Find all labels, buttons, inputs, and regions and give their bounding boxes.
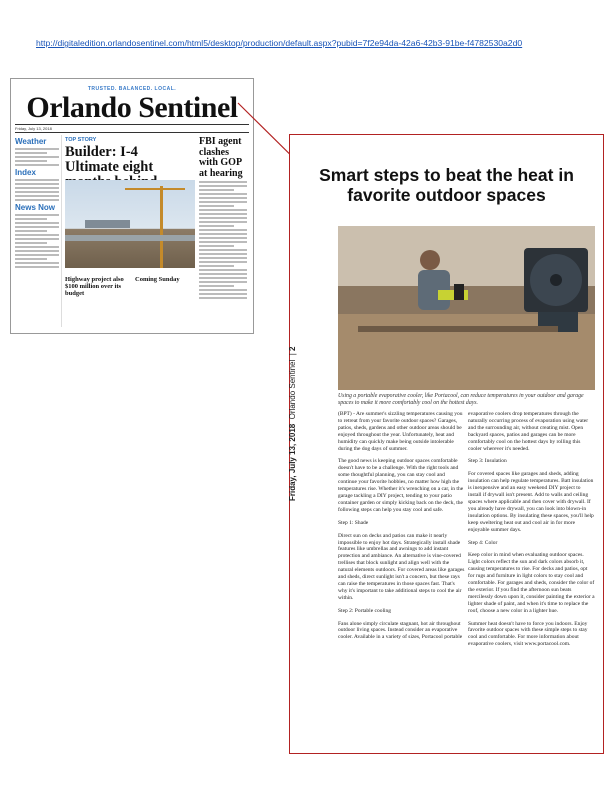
index-label: Index [15, 168, 36, 177]
front-headline: Builder: I-4 Ultimate eight [65, 144, 154, 175]
step-heading: Step 3: Insulation [468, 458, 507, 465]
lower-right-headline: Coming Sunday [135, 276, 180, 283]
paragraph: evaporative coolers drop temperatures through the naturally occurring process of evaporation using water and the surrounding air, without creating mist. Open backyard spaces, patios and garages can be more comfortably cool on the hottest days by rolling this cooler wherever it's needed. [468, 411, 589, 452]
news-now-label: News Now [15, 203, 56, 212]
paragraph: (BPT) - Are summer's sizzling temperatures causing you to retreat from your favorite outdoor spaces? Garages, patios, sheds, gardens and other outdoor areas should be enjoyed throughout the year. Unfortunately, heat and humidity can quickly make being outside intolerable during the dog days of summer. [338, 411, 463, 452]
garage-photo [338, 226, 595, 390]
weather-label: Weather [15, 137, 47, 146]
masthead: Orlando Sentinel [26, 91, 238, 124]
dateline-date: Friday, July 13, 2018 [288, 423, 297, 501]
article-column-1 [338, 411, 465, 647]
paragraph: Direct sun on decks and patios can make it nearly impossible to enjoy hot days. Strategically install shade features like umbrellas and awnings to add instant protection and ambiance. An alternative is vine-covered trellises that block sunlight and align well with the natural elements outdoors. For covered areas like garages and sheds, direct sunlight isn't a concern, but these rays can raise the temperatures in those spaces fast. That's why it's important to take additional steps to cool the air within. [338, 532, 465, 601]
tagline: TRUSTED. BALANCED. LOCAL. [87, 86, 177, 92]
step-heading: Step 2: Portable cooling [338, 607, 392, 614]
paragraph: Summer heat doesn't have to force you indoors. Enjoy favorite outdoor spaces with these simple steps to stay cool and comfortable. For more information about evaporative coolers, visit www.portacool.com. [468, 620, 588, 648]
paragraph: The good news is keeping outdoor spaces comfortable doesn't have to be a challenge. With the right tools and some thoughtful planning, you can stay cool and continue your favorite hobbies, no matter how high the temperatures rise. Whether it's wrenching on a car, in the garage tackling a DIY project, tending to your patio container garden or simply kicking back on the deck, the following steps can help you stay cool and safe. [338, 458, 464, 513]
dateline-page: 2 [288, 346, 297, 351]
lower-left-headline: Highway project also $100 million over its budget [65, 276, 124, 297]
paragraph: Keep color in mind when evaluating outdoor spaces. Light colors reflect the sun and dark colors absorb it, causing temperatures to rise. For decks and patios, opt for rugs and furniture in light colors to stay cool and comfortable. For garages and sheds, consider the color of the exterior. If you find the afternoon sun beats mercilessly down upon it, consider painting the exterior a lighter shade of paint, and when it's time to replace the roof, choose a new color in a lighter hue. [468, 552, 595, 614]
article-title: Smart steps to beat the heat in favorite outdoor spaces [319, 165, 574, 205]
section-label: TOP STORY [65, 137, 97, 143]
front-date: Friday, July 13, 2018 [15, 126, 52, 131]
step-heading: Step 4: Color [468, 539, 498, 546]
photo-caption: Using a portable evaporative cooler, like Portacool, can reduce temperatures in your outdoor and garage spaces to make it more comfortably cool on the hottest days. [338, 393, 584, 406]
article-column-2 [468, 411, 595, 654]
side-headline: FBI agent clashes with GOP at hearing [199, 136, 243, 179]
dateline-paper: Orlando Sentinel [288, 359, 297, 420]
source-link[interactable]: http://digitaledition.orlandosentinel.com/html5/desktop/production/default.aspx?pubid=7f2e94da-42a6-42b3-91be-f4782530a2d0 [36, 38, 523, 48]
paragraph: Fans alone simply circulate stagnant, hot air throughout outdoor living spaces. Instead consider an evaporative cooler. Available in a variety of sizes, Portacool portable [338, 620, 463, 641]
article-page [289, 134, 604, 754]
step-heading: Step 1: Shade [338, 519, 369, 526]
page-dateline: Friday, July 13, 2018 Orlando Sentinel | 2 [288, 346, 297, 501]
paragraph: For covered spaces like garages and sheds, adding insulation can help regulate temperatures. Batt insulation is inexpensive and an easy weekend DIY project to install if drywall isn't present. Add to walls and ceiling spaces where applicable and then cover with drywall. If you already have drywall, you can look into blown-in insulation options. By insulating these spaces, you'll help keep sweltering heat out and cool air in for more enjoyable summer days. [468, 471, 594, 533]
